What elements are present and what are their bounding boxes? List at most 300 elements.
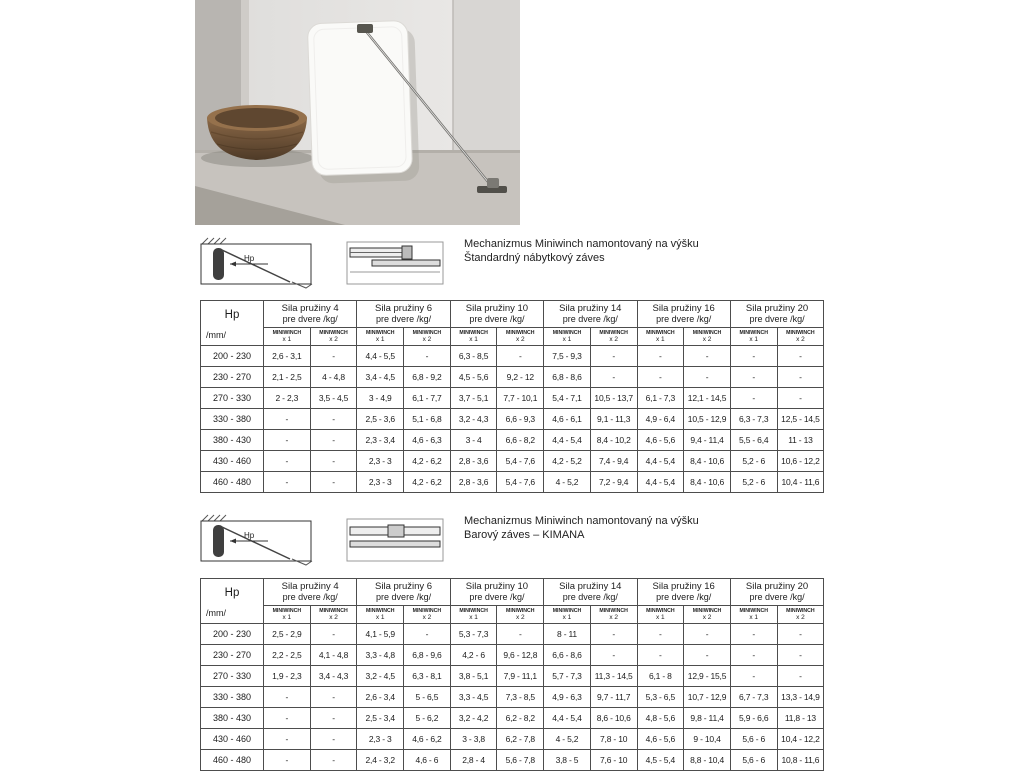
value-cell: 5,4 - 7,6: [497, 472, 544, 493]
value-cell: 5,9 - 6,6: [730, 708, 777, 729]
value-cell: 4,6 - 5,6: [637, 729, 684, 750]
spring-force-title: Sila pružiny 4: [281, 581, 339, 592]
bar-hinge-kimana-diagram: [346, 513, 446, 569]
value-cell: 5 - 6,5: [404, 687, 451, 708]
miniwinch-variant-header: [777, 328, 824, 346]
value-cell: -: [310, 346, 357, 367]
value-cell: 3,2 - 4,5: [357, 666, 404, 687]
value-cell: 2,1 - 2,5: [264, 367, 311, 388]
value-cell: 3,2 - 4,3: [450, 409, 497, 430]
table-row: [201, 472, 824, 493]
value-cell: 2,2 - 2,5: [264, 645, 311, 666]
value-cell: -: [590, 624, 637, 645]
miniwinch-label: MINIWINCH: [552, 330, 582, 336]
value-cell: -: [777, 624, 824, 645]
value-cell: 3 - 4: [450, 430, 497, 451]
value-cell: 6,3 - 7,3: [730, 409, 777, 430]
miniwinch-variant-header: [450, 606, 497, 624]
value-cell: -: [637, 645, 684, 666]
value-cell: 4,6 - 6,3: [404, 430, 451, 451]
value-cell: -: [310, 687, 357, 708]
spring-force-title: Sila pružiny 20: [745, 581, 809, 592]
variant-label: x 1: [562, 614, 572, 621]
value-cell: -: [404, 346, 451, 367]
miniwinch-variant-header: [310, 606, 357, 624]
spring-force-subtitle: pre dvere /kg/: [469, 592, 525, 602]
hp-range-cell: 380 - 430: [201, 430, 264, 451]
miniwinch-variant-header: [684, 328, 731, 346]
spring-force-header: [357, 579, 450, 606]
cabinet-height-diagram: [200, 513, 320, 569]
table-head: [201, 301, 824, 346]
value-cell: 6,8 - 9,2: [404, 367, 451, 388]
table-body: [201, 346, 824, 493]
value-cell: -: [684, 624, 731, 645]
table-row: [201, 388, 824, 409]
value-cell: 5,6 - 6: [730, 750, 777, 771]
header-group-row: [201, 579, 824, 606]
spring-force-title: Sila pružiny 6: [375, 581, 433, 592]
miniwinch-variant-header: [684, 606, 731, 624]
value-cell: 4,6 - 6,2: [404, 729, 451, 750]
spec-table-standard-hinge: [200, 300, 824, 493]
spring-force-subtitle: pre dvere /kg/: [282, 314, 338, 324]
section-caption: [464, 236, 699, 265]
value-cell: -: [730, 346, 777, 367]
value-cell: -: [310, 750, 357, 771]
product-photo: [195, 0, 520, 225]
value-cell: 7,9 - 11,1: [497, 666, 544, 687]
value-cell: 4,9 - 6,4: [637, 409, 684, 430]
value-cell: 5,2 - 6: [730, 472, 777, 493]
value-cell: -: [264, 472, 311, 493]
spring-force-header: [637, 579, 730, 606]
value-cell: 7,2 - 9,4: [590, 472, 637, 493]
value-cell: 5 - 6,2: [404, 708, 451, 729]
hp-range-cell: 200 - 230: [201, 346, 264, 367]
value-cell: -: [730, 388, 777, 409]
value-cell: 4 - 5,2: [544, 729, 591, 750]
section-kimana-header: [200, 513, 699, 569]
value-cell: -: [637, 367, 684, 388]
table-row: [201, 346, 824, 367]
miniwinch-label: MINIWINCH: [739, 608, 768, 614]
spring-force-subtitle: pre dvere /kg/: [749, 592, 805, 602]
header-sub-row: [201, 328, 824, 346]
table-row: [201, 624, 824, 645]
value-cell: -: [264, 451, 311, 472]
spring-force-title: Sila pružiny 10: [465, 303, 529, 314]
value-cell: 9 - 10,4: [684, 729, 731, 750]
value-cell: -: [310, 430, 357, 451]
value-cell: 10,5 - 12,9: [684, 409, 731, 430]
value-cell: 2,6 - 3,4: [357, 687, 404, 708]
section-caption: [464, 513, 699, 542]
value-cell: -: [730, 367, 777, 388]
value-cell: -: [637, 346, 684, 367]
spring-force-subtitle: pre dvere /kg/: [562, 592, 618, 602]
miniwinch-label: MINIWINCH: [552, 608, 582, 614]
miniwinch-label: MINIWINCH: [786, 330, 815, 336]
variant-label: x 2: [702, 614, 712, 621]
hp-range-cell: 270 - 330: [201, 388, 264, 409]
value-cell: 4,6 - 5,6: [637, 430, 684, 451]
miniwinch-variant-header: [637, 606, 684, 624]
miniwinch-variant-header: [404, 328, 451, 346]
value-cell: 6,6 - 8,6: [544, 645, 591, 666]
cabinet-door-panel: [307, 20, 412, 175]
value-cell: 5,4 - 7,6: [497, 451, 544, 472]
value-cell: 4,9 - 6,3: [544, 687, 591, 708]
value-cell: 6,3 - 8,1: [404, 666, 451, 687]
value-cell: 5,1 - 6,8: [404, 409, 451, 430]
variant-label: x 1: [282, 336, 292, 343]
spring-force-subtitle: pre dvere /kg/: [656, 314, 712, 324]
miniwinch-label: MINIWINCH: [739, 330, 768, 336]
miniwinch-variant-header: [544, 606, 591, 624]
hp-label: Hp: [224, 587, 240, 599]
table-row: [201, 729, 824, 750]
value-cell: 4,6 - 6: [404, 750, 451, 771]
spring-force-subtitle: pre dvere /kg/: [562, 314, 618, 324]
miniwinch-label: MINIWINCH: [599, 608, 628, 614]
miniwinch-label: MINIWINCH: [459, 330, 488, 336]
miniwinch-variant-header: [264, 328, 311, 346]
miniwinch-variant-header: [590, 606, 637, 624]
miniwinch-label: MINIWINCH: [365, 330, 395, 336]
miniwinch-label: MINIWINCH: [786, 608, 815, 614]
table-row: [201, 451, 824, 472]
miniwinch-label: MINIWINCH: [506, 608, 535, 614]
value-cell: -: [264, 687, 311, 708]
value-cell: -: [637, 624, 684, 645]
value-cell: 6,8 - 9,6: [404, 645, 451, 666]
hp-dimension-label: Hp: [244, 531, 255, 540]
value-cell: 6,8 - 8,6: [544, 367, 591, 388]
value-cell: 5,3 - 7,3: [450, 624, 497, 645]
miniwinch-variant-header: [730, 328, 777, 346]
variant-label: x 2: [515, 336, 525, 343]
caption-line2: Štandardný nábytkový záves: [464, 252, 605, 264]
value-cell: -: [684, 367, 731, 388]
value-cell: -: [777, 346, 824, 367]
value-cell: 9,2 - 12: [497, 367, 544, 388]
spring-force-header: [264, 301, 357, 328]
spring-force-header: [544, 301, 637, 328]
value-cell: 4,1 - 4,8: [310, 645, 357, 666]
value-cell: 12,5 - 14,5: [777, 409, 824, 430]
value-cell: -: [684, 645, 731, 666]
value-cell: 3,8 - 5: [544, 750, 591, 771]
value-cell: -: [310, 451, 357, 472]
table-body: [201, 624, 824, 771]
caption-line1: Mechanizmus Miniwinch namontovaný na výšku: [464, 515, 699, 527]
value-cell: 4 - 5,2: [544, 472, 591, 493]
value-cell: 10,5 - 13,7: [590, 388, 637, 409]
value-cell: 8,4 - 10,6: [684, 451, 731, 472]
value-cell: 7,4 - 9,4: [590, 451, 637, 472]
value-cell: 5,7 - 7,3: [544, 666, 591, 687]
variant-label: x 2: [422, 614, 432, 621]
spring-force-subtitle: pre dvere /kg/: [376, 314, 432, 324]
value-cell: 4,8 - 5,6: [637, 708, 684, 729]
spec-table-bar-hinge-kimana: [200, 578, 824, 771]
spring-force-subtitle: pre dvere /kg/: [656, 592, 712, 602]
spring-force-header: [730, 579, 823, 606]
spring-force-subtitle: pre dvere /kg/: [376, 592, 432, 602]
value-cell: 6,7 - 7,3: [730, 687, 777, 708]
spring-force-subtitle: pre dvere /kg/: [749, 314, 805, 324]
hp-range-cell: 430 - 460: [201, 729, 264, 750]
spring-force-title: Sila pružiny 4: [281, 303, 339, 314]
value-cell: -: [264, 409, 311, 430]
value-cell: 5,5 - 6,4: [730, 430, 777, 451]
value-cell: 2,5 - 2,9: [264, 624, 311, 645]
value-cell: 6,6 - 8,2: [497, 430, 544, 451]
value-cell: -: [590, 346, 637, 367]
miniwinch-variant-header: [730, 606, 777, 624]
value-cell: 4 - 4,8: [310, 367, 357, 388]
miniwinch-label: MINIWINCH: [272, 608, 302, 614]
caption-line2: Barový záves – KIMANA: [464, 529, 585, 541]
spring-force-header: [450, 579, 543, 606]
miniwinch-variant-header: [357, 328, 404, 346]
table-row: [201, 687, 824, 708]
value-cell: -: [684, 346, 731, 367]
value-cell: 2,3 - 3: [357, 451, 404, 472]
spring-force-header: [264, 579, 357, 606]
value-cell: 2,8 - 4: [450, 750, 497, 771]
variant-label: x 2: [609, 336, 618, 343]
value-cell: -: [264, 750, 311, 771]
value-cell: 8,4 - 10,6: [684, 472, 731, 493]
value-cell: 2,3 - 3: [357, 472, 404, 493]
miniwinch-label: MINIWINCH: [412, 608, 442, 614]
value-cell: -: [590, 645, 637, 666]
value-cell: 3,3 - 4,5: [450, 687, 497, 708]
value-cell: 9,7 - 11,7: [590, 687, 637, 708]
value-cell: 4,2 - 6: [450, 645, 497, 666]
spring-force-header: [357, 301, 450, 328]
value-cell: 3,3 - 4,8: [357, 645, 404, 666]
value-cell: 4,4 - 5,4: [544, 708, 591, 729]
hp-range-cell: 460 - 480: [201, 472, 264, 493]
hp-range-cell: 430 - 460: [201, 451, 264, 472]
value-cell: 9,4 - 11,4: [684, 430, 731, 451]
value-cell: 1,9 - 2,3: [264, 666, 311, 687]
value-cell: 4,5 - 5,6: [450, 367, 497, 388]
standard-hinge-diagram: [346, 236, 446, 292]
value-cell: 4,2 - 6,2: [404, 451, 451, 472]
spring-force-header: [544, 579, 637, 606]
value-cell: 2,3 - 3: [357, 729, 404, 750]
miniwinch-label: MINIWINCH: [692, 330, 722, 336]
variant-label: x 2: [515, 614, 525, 621]
value-cell: 4,4 - 5,4: [544, 430, 591, 451]
value-cell: 12,1 - 14,5: [684, 388, 731, 409]
spring-force-title: Sila pružiny 16: [652, 581, 715, 592]
variant-label: x 1: [282, 614, 292, 621]
miniwinch-variant-header: [450, 328, 497, 346]
door-cross-section: [213, 525, 224, 557]
value-cell: 2,5 - 3,6: [357, 409, 404, 430]
value-cell: 6,6 - 9,3: [497, 409, 544, 430]
value-cell: 10,8 - 11,6: [777, 750, 824, 771]
value-cell: 5,6 - 6: [730, 729, 777, 750]
value-cell: 6,2 - 7,8: [497, 729, 544, 750]
value-cell: 3,2 - 4,2: [450, 708, 497, 729]
variant-label: x 2: [422, 336, 432, 343]
value-cell: -: [777, 666, 824, 687]
hp-range-cell: 230 - 270: [201, 645, 264, 666]
value-cell: 9,1 - 11,3: [590, 409, 637, 430]
value-cell: 2,6 - 3,1: [264, 346, 311, 367]
value-cell: 10,6 - 12,2: [777, 451, 824, 472]
value-cell: -: [777, 388, 824, 409]
miniwinch-label: MINIWINCH: [692, 608, 722, 614]
value-cell: 3,7 - 5,1: [450, 388, 497, 409]
variant-label: x 1: [562, 336, 572, 343]
value-cell: -: [730, 645, 777, 666]
miniwinch-label: MINIWINCH: [646, 608, 675, 614]
variant-label: x 1: [656, 336, 665, 343]
value-cell: 9,8 - 11,4: [684, 708, 731, 729]
value-cell: 6,1 - 7,3: [637, 388, 684, 409]
miniwinch-variant-header: [310, 328, 357, 346]
spring-force-title: Sila pružiny 20: [745, 303, 809, 314]
section-standard-header: [200, 236, 699, 292]
variant-label: x 2: [329, 336, 338, 343]
hp-range-cell: 330 - 380: [201, 687, 264, 708]
table-row: [201, 367, 824, 388]
table-row: [201, 666, 824, 687]
value-cell: 8,4 - 10,2: [590, 430, 637, 451]
value-cell: 5,4 - 7,1: [544, 388, 591, 409]
value-cell: 3,5 - 4,5: [310, 388, 357, 409]
value-cell: 10,7 - 12,9: [684, 687, 731, 708]
header-sub-row: [201, 606, 824, 624]
miniwinch-label: MINIWINCH: [646, 330, 675, 336]
miniwinch-label: MINIWINCH: [459, 608, 488, 614]
variant-label: x 2: [609, 614, 618, 621]
table-head: [201, 579, 824, 624]
value-cell: -: [404, 624, 451, 645]
value-cell: 7,7 - 10,1: [497, 388, 544, 409]
value-cell: 4,2 - 5,2: [544, 451, 591, 472]
value-cell: 6,1 - 7,7: [404, 388, 451, 409]
value-cell: 10,4 - 11,6: [777, 472, 824, 493]
miniwinch-variant-header: [590, 328, 637, 346]
value-cell: -: [264, 729, 311, 750]
variant-label: x 1: [375, 614, 385, 621]
header-group-row: [201, 301, 824, 328]
value-cell: 5,6 - 7,8: [497, 750, 544, 771]
variant-label: x 1: [469, 336, 478, 343]
value-cell: -: [310, 708, 357, 729]
value-cell: -: [590, 367, 637, 388]
miniwinch-variant-header: [497, 606, 544, 624]
value-cell: 9,6 - 12,8: [497, 645, 544, 666]
value-cell: 4,4 - 5,4: [637, 472, 684, 493]
value-cell: -: [310, 409, 357, 430]
table-row: [201, 750, 824, 771]
value-cell: 5,3 - 6,5: [637, 687, 684, 708]
value-cell: 7,5 - 9,3: [544, 346, 591, 367]
value-cell: 4,5 - 5,4: [637, 750, 684, 771]
value-cell: -: [497, 624, 544, 645]
value-cell: 7,6 - 10: [590, 750, 637, 771]
table-row: [201, 708, 824, 729]
spring-force-title: Sila pružiny 6: [375, 303, 433, 314]
miniwinch-label: MINIWINCH: [506, 330, 535, 336]
value-cell: 7,8 - 10: [590, 729, 637, 750]
door-cross-section: [213, 248, 224, 280]
cabinet-height-diagram: [200, 236, 320, 292]
value-cell: 2,3 - 3,4: [357, 430, 404, 451]
hp-header: [201, 301, 264, 346]
miniwinch-label: MINIWINCH: [319, 608, 348, 614]
value-cell: 12,9 - 15,5: [684, 666, 731, 687]
value-cell: 10,4 - 12,2: [777, 729, 824, 750]
spring-force-title: Sila pružiny 16: [652, 303, 715, 314]
variant-label: x 2: [329, 614, 338, 621]
variant-label: x 1: [749, 336, 759, 343]
value-cell: 4,1 - 5,9: [357, 624, 404, 645]
spring-force-subtitle: pre dvere /kg/: [469, 314, 525, 324]
hp-dimension-label: Hp: [244, 254, 255, 263]
value-cell: 2,8 - 3,6: [450, 451, 497, 472]
value-cell: 6,3 - 8,5: [450, 346, 497, 367]
miniwinch-variant-header: [264, 606, 311, 624]
miniwinch-label: MINIWINCH: [272, 330, 302, 336]
value-cell: -: [310, 624, 357, 645]
hp-range-cell: 230 - 270: [201, 367, 264, 388]
value-cell: 11,8 - 13: [777, 708, 824, 729]
miniwinch-label: MINIWINCH: [412, 330, 442, 336]
value-cell: 4,6 - 6,1: [544, 409, 591, 430]
variant-label: x 1: [749, 614, 759, 621]
value-cell: 8,8 - 10,4: [684, 750, 731, 771]
hp-range-cell: 380 - 430: [201, 708, 264, 729]
miniwinch-label: MINIWINCH: [319, 330, 348, 336]
miniwinch-variant-header: [637, 328, 684, 346]
miniwinch-label: MINIWINCH: [365, 608, 395, 614]
value-cell: 8 - 11: [544, 624, 591, 645]
miniwinch-variant-header: [497, 328, 544, 346]
miniwinch-label: MINIWINCH: [599, 330, 628, 336]
value-cell: -: [497, 346, 544, 367]
variant-label: x 1: [469, 614, 478, 621]
value-cell: 6,2 - 8,2: [497, 708, 544, 729]
value-cell: 3,4 - 4,3: [310, 666, 357, 687]
spring-force-title: Sila pružiny 14: [559, 303, 622, 314]
variant-label: x 2: [702, 336, 712, 343]
value-cell: 3,4 - 4,5: [357, 367, 404, 388]
hp-range-cell: 330 - 380: [201, 409, 264, 430]
miniwinch-variant-header: [777, 606, 824, 624]
hp-range-cell: 200 - 230: [201, 624, 264, 645]
value-cell: 4,4 - 5,5: [357, 346, 404, 367]
value-cell: -: [777, 367, 824, 388]
variant-label: x 2: [796, 336, 805, 343]
value-cell: 13,3 - 14,9: [777, 687, 824, 708]
spring-force-header: [637, 301, 730, 328]
value-cell: -: [310, 729, 357, 750]
hp-unit: /mm/: [206, 330, 226, 340]
spring-force-title: Sila pružiny 10: [465, 581, 529, 592]
value-cell: 7,3 - 8,5: [497, 687, 544, 708]
value-cell: -: [310, 472, 357, 493]
